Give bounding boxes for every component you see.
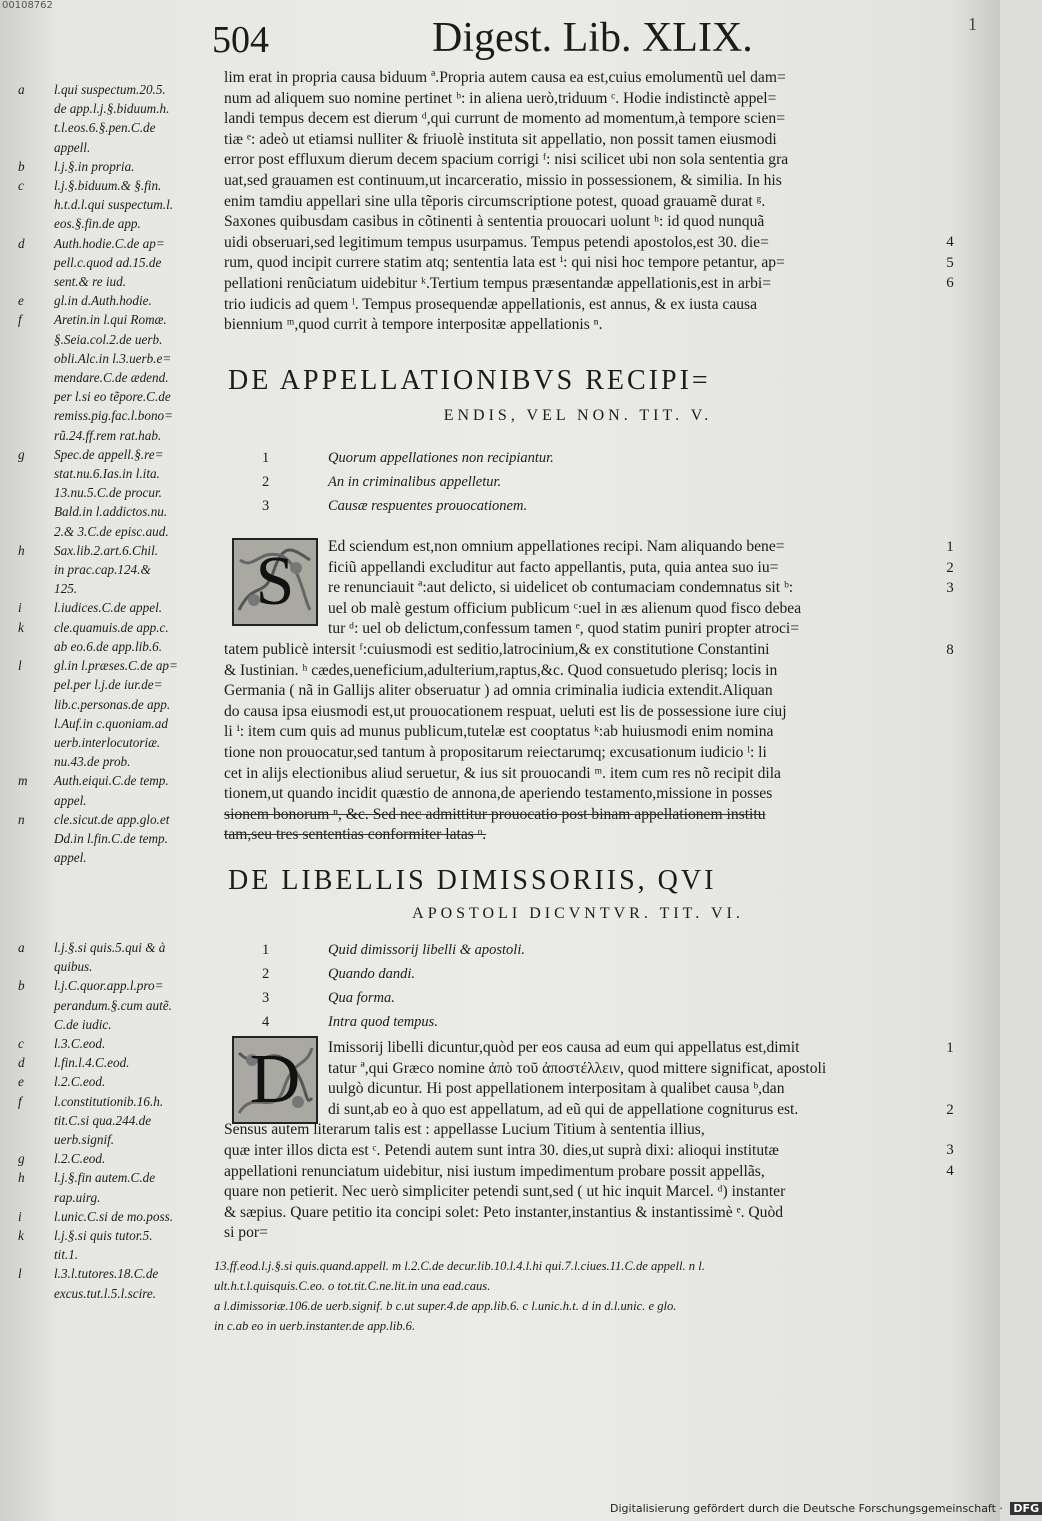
margin-note-line: t.l.eos.6.§.pen.C.de <box>54 120 156 136</box>
text-line: si por= <box>224 1224 268 1242</box>
text-line: uat,sed grauamen est continuum,ut incarceratio, missio in possessionem, & similia. In his <box>224 171 782 189</box>
margin-note-letter: m <box>18 773 28 789</box>
margin-note-letter: a <box>18 82 25 97</box>
heading-tit-vi: DE LIBELLIS DIMISSORIIS, QVI <box>228 865 717 896</box>
text-line: li ⁱ: item cum quis ad munus publicum,tutelæ est cooptatus ᵏ:ab huiusmodi enim nomina <box>224 723 774 741</box>
margin-note <box>18 938 218 976</box>
text-line: re renunciauit ª:aut delicto, si uidelicet ob contumaciam condemnatus sit ᵇ: <box>328 579 794 597</box>
toc-item <box>262 446 554 470</box>
body-text-tit-vi <box>224 1038 936 1244</box>
footnote-line: in c.ab eo in uerb.instanter.de app.lib.6. <box>214 1319 416 1333</box>
margin-note-line: lib.c.personas.de app. <box>54 696 171 712</box>
text-line: landi tempus decem est dierum ᵈ,qui currunt de momento ad momentum,à tempore scien= <box>224 110 786 128</box>
body-text-tit-v <box>224 537 936 846</box>
margin-note <box>18 157 218 176</box>
margin-note-line: tit.C.si qua.244.de <box>54 1112 152 1128</box>
text-line: sionem bonorum ⁿ, &c. Sed nec admittitur prouocatio post binam appellationem institu <box>224 805 766 823</box>
margin-note <box>18 618 218 656</box>
margin-note-line: h.t.d.l.qui suspectum.l. <box>54 197 174 213</box>
text-line: trio iudicis ad quem ˡ. Tempus prosequendæ appellationis, est annus, & ex iusta causa <box>224 295 758 313</box>
text-line: error post effluxum dierum decem spacium corrigi ᶠ: nisi scilicet ubi non sola sententia gra <box>224 151 789 169</box>
margin-note-letter: g <box>18 1151 25 1167</box>
margin-note-line: de app.l.j.§.biduum.h. <box>54 101 170 117</box>
heading-tit-vi-line2: APOSTOLI DICVNTVR. TIT. VI. <box>412 905 744 922</box>
margin-note-letter: e <box>18 293 24 309</box>
margin-number: 5 <box>946 254 954 271</box>
margin-note <box>18 541 218 599</box>
text-line: tatem publicè intersit ᶠ:cuiusmodi est seditio,latrocinium,& ex constitutione Constantini <box>224 640 770 658</box>
toc-number: 1 <box>262 450 270 466</box>
margin-note-letter: l <box>18 1266 22 1282</box>
heading-tit-v-line2: ENDIS, VEL NON. TIT. V. <box>443 407 713 424</box>
text-line: tam,seu tres sententias conformiter latas ᵒ. <box>224 826 487 844</box>
dfg-credit-text: Digitalisierung gefördert durch die Deutsche Forschungsgemeinschaft · <box>610 1502 1003 1515</box>
margin-note <box>18 310 218 444</box>
margin-note-letter: c <box>18 1036 24 1052</box>
margin-note-letter: b <box>18 158 25 174</box>
text-line: cet in alijs electionibus aliud seruetur, & ius sit prouocandi ᵐ. item cum res nõ recipit dila <box>224 764 781 782</box>
margin-note <box>18 1072 218 1091</box>
margin-notes-top <box>18 80 218 867</box>
dropcap-letter: S <box>255 543 295 620</box>
text-line: quæ inter illos dicta est ᶜ. Petendi autem sunt intra 30. dies,ut suprà dixi: alioqui institutæ <box>224 1141 779 1159</box>
margin-note-line: l.j.§.biduum.& §.fin. <box>54 178 162 194</box>
margin-note-line: l.fin.l.4.C.eod. <box>54 1055 130 1071</box>
margin-note-letter: g <box>18 446 25 462</box>
margin-note <box>18 1264 218 1302</box>
margin-note <box>18 445 218 541</box>
margin-note-line: mendare.C.de ædend. <box>54 370 169 386</box>
margin-note-line: Auth.eiqui.C.de temp. <box>54 773 169 789</box>
text-line: do causa ipsa eiusmodi est,ut prouocationem respuat, ueluti est lis de possessione iure ciuj <box>224 702 787 720</box>
margin-note-letter: f <box>18 312 22 328</box>
toc-item <box>262 470 554 494</box>
text-line: tione non prouocatur,sed tantum à propositarum reiectarumq; excusationum iudicio ˡ: li <box>224 743 767 761</box>
margin-note-line: appel. <box>54 792 87 808</box>
toc-item <box>262 938 525 962</box>
margin-note-letter: n <box>18 811 25 827</box>
margin-number: 4 <box>946 1162 954 1179</box>
margin-numbers-top <box>930 232 970 294</box>
margin-number: 8 <box>946 641 954 658</box>
toc-text: An in criminalibus appelletur. <box>328 474 502 490</box>
margin-note-line: 2.& 3.C.de episc.aud. <box>54 523 169 539</box>
text-line: Sensus autem literarum talis est : appellasse Lucium Titium à sententia illius, <box>224 1121 705 1139</box>
margin-note-line: C.de iudic. <box>54 1016 112 1032</box>
margin-note <box>18 810 218 868</box>
margin-note-line: rap.uirg. <box>54 1189 101 1205</box>
margin-note <box>18 234 218 292</box>
text-line: Saxones quibusdam casibus in cõtinenti à sententia prouocari uolunt ʰ: id quod nunquã <box>224 213 765 231</box>
text-line: & Iustinian. ʰ cædes,ueneficium,adulterium,raptus,&c. Quod consuetudo plerisq; locis in <box>224 661 778 679</box>
margin-note-line: pell.c.quod ad.15.de <box>54 254 162 270</box>
toc-number: 2 <box>262 966 270 982</box>
margin-note-line: Dd.in l.fin.C.de temp. <box>54 830 168 846</box>
text-line: biennium ᵐ,quod currit à tempore interpositæ appellationis ⁿ. <box>224 316 603 334</box>
margin-note-line: remiss.pig.fac.l.bono= <box>54 408 174 424</box>
text-line: tionem,ut quando incidit quæstio de annona,de aperiendo testamento,missione in posses <box>224 785 773 803</box>
text-line: num ad aliquem suo nomine pertinet ᵇ: in aliena uerò,triduum ᶜ. Hodie indistinctè appel= <box>224 89 777 107</box>
margin-note-line: l.constitutionib.16.h. <box>54 1093 164 1109</box>
toc-text: Quorum appellationes non recipiantur. <box>328 450 554 466</box>
margin-note-line: Auth.hodie.C.de ap= <box>54 235 165 251</box>
body-text-top <box>224 68 936 336</box>
margin-note-line: l.qui suspectum.20.5. <box>54 82 166 97</box>
toc-number: 3 <box>262 990 270 1006</box>
toc-item <box>262 962 525 986</box>
margin-number: 2 <box>946 1101 954 1118</box>
toc-tit-vi <box>262 938 525 1034</box>
margin-note-line: gl.in d.Auth.hodie. <box>54 293 152 309</box>
margin-note-line: l.j.C.quor.app.l.pro= <box>54 978 164 994</box>
text-line: rum, quod incipit currere statim atq; sententia lata est ⁱ: qui nisi hoc tempore petantur, ap= <box>224 254 785 272</box>
text-line: tur ᵈ: uel ob delictum,confessum tamen ᵉ, quod statim puniri propter atroci= <box>328 620 800 638</box>
margin-note-letter: i <box>18 600 22 616</box>
toc-item <box>262 986 525 1010</box>
margin-note-line: appel. <box>54 850 87 866</box>
margin-note <box>18 1207 218 1226</box>
text-line: Imissorij libelli dicuntur,quòd per eos causa ad eum qui appellatus est,dimit <box>328 1039 800 1056</box>
margin-numbers-mid <box>930 537 970 660</box>
margin-note-line: pel.per l.j.de iur.de= <box>54 677 163 693</box>
toc-number: 4 <box>262 1014 270 1030</box>
catalog-id: 00108762 <box>2 0 53 11</box>
margin-note-line: §.Seia.col.2.de uerb. <box>54 331 163 347</box>
margin-note-line: in prac.cap.124.& <box>54 562 151 578</box>
margin-note-letter: l <box>18 658 22 674</box>
margin-note <box>18 771 218 809</box>
margin-note-line: stat.nu.6.Ias.in l.ita. <box>54 466 160 482</box>
margin-note-line: uerb.interlocutoriæ. <box>54 734 161 750</box>
text-line: quare non petierit. Nec uerò simpliciter petendi sunt,sed ( ut hic inquit Marcel. ᵈ) instanter <box>224 1183 786 1201</box>
margin-note-line: obli.Alc.in l.3.uerb.e= <box>54 350 172 366</box>
margin-number: 4 <box>946 234 954 250</box>
margin-note-line: l.Auf.in c.quoniam.ad <box>54 715 168 731</box>
heading-tit-v: DE APPELLATIONIBVS RECIPI= <box>228 365 711 396</box>
margin-note-line: quibus. <box>54 959 93 975</box>
footnote-line: ult.h.t.l.quisquis.C.eo. o tot.tit.C.ne.lit.in una ead.caus. <box>214 1279 491 1293</box>
margin-note-line: l.3.C.eod. <box>54 1036 106 1052</box>
margin-number: 3 <box>946 580 954 597</box>
toc-item <box>262 1010 525 1034</box>
margin-note-line: l.2.C.eod. <box>54 1074 106 1090</box>
dfg-credit <box>610 1502 1042 1515</box>
footnote-line: a l.dimissoriæ.106.de uerb.signif. b c.ut super.4.de app.lib.6. c l.unic.h.t. d in d.l.unic. e glo. <box>214 1299 677 1313</box>
text-line: pellationi renũciatum uidebitur ᵏ.Tertium tempus præsentandæ appellationis,est in arbi= <box>224 274 772 292</box>
margin-note-line: Spec.de appell.§.re= <box>54 446 164 462</box>
dfg-logo: DFG <box>1010 1502 1042 1515</box>
margin-note-letter: d <box>18 235 25 251</box>
margin-numbers-low <box>930 1038 970 1181</box>
margin-note-line: 13.nu.5.C.de procur. <box>54 485 162 501</box>
margin-note-letter: d <box>18 1055 25 1071</box>
toc-text: Quid dimissorij libelli & apostoli. <box>328 942 525 958</box>
toc-item <box>262 494 554 518</box>
margin-note-letter: e <box>18 1074 24 1090</box>
footnote-line: 13.ff.eod.l.j.§.si quis.quand.appell. m l.2.C.de decur.lib.10.l.4.l.hi qui.7.l.ciues.11.C.de appell. n l. <box>214 1259 705 1273</box>
margin-number: 1 <box>946 539 954 555</box>
margin-note <box>18 80 218 157</box>
margin-note-line: excus.tut.l.5.l.scire. <box>54 1285 157 1301</box>
margin-note-line: appell. <box>54 139 91 155</box>
margin-note-line: tit.1. <box>54 1247 79 1263</box>
margin-note-line: per l.si eo tẽpore.C.de <box>54 389 171 405</box>
margin-note-line: Aretin.in l.qui Romæ. <box>54 312 167 328</box>
margin-note-line: gl.in l.præses.C.de ap= <box>54 658 178 674</box>
margin-note-line: Sax.lib.2.art.6.Chil. <box>54 542 159 558</box>
margin-note <box>18 1226 218 1264</box>
margin-number: 3 <box>946 1142 954 1159</box>
text-line: uidi obseruari,sed legitimum tempus usurpamus. Tempus petendi apostolos,est 30. die= <box>224 233 769 251</box>
margin-note <box>18 1053 218 1072</box>
margin-note <box>18 656 218 771</box>
margin-note-line: l.j.§.in propria. <box>54 158 135 174</box>
margin-note-line: ab eo.6.de app.lib.6. <box>54 638 163 654</box>
text-line: & sæpius. Quare petitio ita concipi solet: Peto instanter,instantius & instantissimè ᵉ. Quòd <box>224 1203 784 1221</box>
margin-note-line: l.j.§.fin autem.C.de <box>54 1170 156 1186</box>
text-line: appellationi renunciatum uidebitur, nisi iustum impedimentum probare possit appellãs, <box>224 1162 765 1180</box>
margin-note-line: Bald.in l.addictos.nu. <box>54 504 168 520</box>
margin-note-line: l.2.C.eod. <box>54 1151 106 1167</box>
margin-notes-bottom <box>18 938 218 1303</box>
margin-note-letter: c <box>18 178 24 194</box>
margin-number: 1 <box>946 1040 954 1056</box>
margin-note <box>18 176 218 234</box>
text-line: Germania ( nã in Gallijs aliter obseruatur ) ad omnia criminalia iudicia extendit.Aliquan <box>224 682 773 700</box>
toc-tit-v <box>262 446 554 518</box>
page-number: 504 <box>212 19 269 61</box>
text-line: tiæ ᵉ: adeò ut etiamsi nulliter & friuolè instituta sit appellatio, non possit tamen eiusmodi <box>224 130 777 148</box>
margin-note-letter: a <box>18 940 25 955</box>
margin-note <box>18 1149 218 1168</box>
toc-text: Quando dandi. <box>328 966 415 982</box>
margin-note-letter: i <box>18 1208 22 1224</box>
margin-number: 6 <box>946 275 954 292</box>
margin-note-line: eos.§.fin.de app. <box>54 216 141 232</box>
margin-note-line: l.j.§.si quis.5.qui & à <box>54 940 166 955</box>
margin-note-letter: f <box>18 1093 22 1109</box>
text-line: di sunt,ab eo à quo est appellatum, ad eũ qui de appellatione cogniturus est. <box>328 1100 799 1118</box>
margin-note-line: cle.sicut.de app.glo.et <box>54 811 170 827</box>
running-head: Digest. Lib. XLIX. <box>432 15 753 61</box>
corner-mark: 1 <box>968 14 977 34</box>
toc-text: Qua forma. <box>328 990 395 1006</box>
toc-text: Intra quod tempus. <box>328 1014 438 1030</box>
text-line: uel ob malè gestum officium publicum ᶜ:uel in æs alienum quod fisco debea <box>328 599 802 617</box>
margin-note <box>18 1034 218 1053</box>
text-line: Ed sciendum est,non omnium appellationes recipi. Nam aliquando bene= <box>328 538 785 555</box>
text-line: uulgò dicuntur. Hi post appellationem interpositam à qualibet causa ᵇ,dan <box>328 1080 785 1098</box>
margin-note <box>18 598 218 617</box>
margin-note-letter: k <box>18 1228 24 1244</box>
text-line: enim tamdiu appellari sine ulla tẽporis circumscriptione potest, quoad grauamẽ durat ᵍ. <box>224 192 766 210</box>
margin-note <box>18 1092 218 1150</box>
margin-note-letter: h <box>18 1170 25 1186</box>
text-line: ficiũ appellandi excluditur aut facto appellantis, puta, quia antea suo iu= <box>328 558 779 576</box>
margin-note <box>18 1168 218 1206</box>
margin-note-line: sent.& re iud. <box>54 274 127 290</box>
margin-note-line: 125. <box>54 581 78 597</box>
margin-note-line: uerb.signif. <box>54 1132 115 1148</box>
margin-note-line: rũ.24.ff.rem rat.hab. <box>54 427 162 443</box>
toc-number: 3 <box>262 498 270 514</box>
footnotes <box>214 1256 930 1336</box>
margin-note-line: l.j.§.si quis tutor.5. <box>54 1228 153 1244</box>
margin-note-line: l.unic.C.si de mo.poss. <box>54 1208 174 1224</box>
margin-note-letter: h <box>18 542 25 558</box>
margin-note <box>18 291 218 310</box>
margin-number: 2 <box>946 559 954 576</box>
margin-note <box>18 976 218 1034</box>
margin-note-letter: k <box>18 619 24 635</box>
margin-note-line: l.iudices.C.de appel. <box>54 600 163 616</box>
margin-note-line: nu.43.de prob. <box>54 754 131 770</box>
text-line: tatur ª,qui Græco nomine ἀπὸ τοῦ ἀποστέλλειν, quod mittere significat, apostoli <box>328 1059 827 1077</box>
margin-note-line: cle.quamuis.de app.c. <box>54 619 169 635</box>
margin-note-line: l.3.l.tutores.18.C.de <box>54 1266 159 1282</box>
toc-number: 2 <box>262 474 270 490</box>
toc-text: Causæ respuentes prouocationem. <box>328 498 528 514</box>
margin-note-line: perandum.§.cum autẽ. <box>54 997 172 1013</box>
text-line: lim erat in propria causa biduum ª.Propria autem causa ea est,cuius emolumentũ uel dam= <box>224 69 786 86</box>
dropcap-letter: D <box>249 1041 301 1118</box>
margin-note-letter: b <box>18 978 25 994</box>
toc-number: 1 <box>262 942 270 958</box>
